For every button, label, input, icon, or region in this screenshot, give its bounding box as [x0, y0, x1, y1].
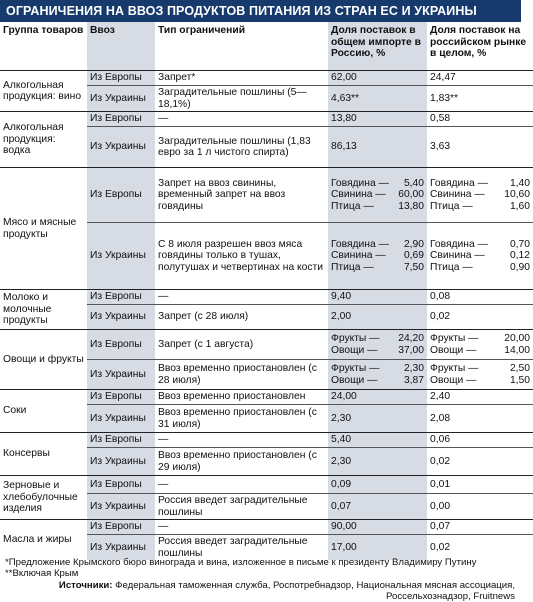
pair-label: Говядина — [430, 238, 488, 250]
pair-label: Фрукты — [331, 363, 380, 374]
share-import-cell: 4,63** [328, 86, 427, 112]
group-name-cell: Соки [0, 390, 87, 433]
share-import-cell: 5,40 [328, 433, 427, 448]
share-market-cell [427, 223, 533, 290]
share-import-cell: 0,09 [328, 476, 427, 494]
share-market-cell: 0,02 [427, 448, 533, 476]
pair-label: Фрукты — [331, 333, 380, 344]
value-pair [331, 201, 424, 213]
value-pair [430, 250, 530, 262]
vvoz-cell: Из Европы [87, 290, 155, 305]
restriction-type-cell: Запрет (с 1 августа) [155, 330, 328, 360]
vvoz-cell: Из Европы [87, 330, 155, 360]
vvoz-cell: Из Украины [87, 223, 155, 290]
pair-label: Говядина — [430, 177, 488, 189]
share-import-cell: 9,40 [328, 290, 427, 305]
share-import-cell: 62,00 [328, 71, 427, 86]
share-market-cell: 0,58 [427, 112, 533, 127]
share-market-cell: 0,01 [427, 476, 533, 494]
restrictions-table [0, 22, 533, 560]
vvoz-cell: Из Европы [87, 168, 155, 223]
pair-value: 1,50 [509, 374, 530, 386]
share-market-cell: 0,06 [427, 433, 533, 448]
value-pair [430, 345, 530, 357]
share-import-cell: 2,30 [328, 448, 427, 476]
share-market-cell: 2,08 [427, 405, 533, 433]
header-share-market: Доля поставок на российском рынке в целом, % [427, 22, 533, 71]
footnote-1: *Предложение Крымского бюро винограда и вина, изложенное в письме к президенту Владимиру Путину [5, 557, 477, 568]
value-pair [331, 239, 424, 251]
share-import-cell: 0,07 [328, 494, 427, 520]
share-import-cell [328, 168, 427, 223]
share-market-cell: 3,63 [427, 127, 533, 168]
table-row [0, 290, 533, 305]
restriction-type-cell: Ввоз временно приостановлен (с 29 июля) [155, 448, 328, 476]
pair-label: Свинина — [331, 189, 386, 201]
sources-text: Федеральная таможенная служба, Роспотребнадзор, Национальная мясная ассоциация, Россельхознадзор, Fruitnews [112, 580, 515, 602]
table-row [0, 433, 533, 448]
header-vvoz: Ввоз [87, 22, 155, 71]
restriction-type-cell: Запрет на ввоз свинины, временный запрет на ввоз говядины [155, 168, 328, 223]
vvoz-cell: Из Украины [87, 127, 155, 168]
vvoz-cell: Из Украины [87, 448, 155, 476]
restriction-type-cell: Запрет (с 28 июля) [155, 305, 328, 330]
value-pair [430, 333, 530, 345]
value-pair [430, 189, 530, 201]
restriction-type-cell: — [155, 520, 328, 535]
share-import-cell: 86,13 [328, 127, 427, 168]
pair-label: Фрукты — [430, 333, 479, 344]
value-pair [331, 375, 424, 387]
share-import-cell: 24,00 [328, 390, 427, 405]
group-name-cell: Мясо и мясные продукты [0, 168, 87, 290]
share-market-cell: 2,40 [427, 390, 533, 405]
header-group: Группа товаров [0, 22, 87, 71]
pair-value: 1,60 [509, 200, 530, 212]
group-name-cell: Масла и жиры [0, 520, 87, 561]
pair-value: 2,90 [403, 238, 424, 250]
pair-value: 0,70 [509, 238, 530, 250]
share-market-cell: 0,07 [427, 520, 533, 535]
pair-label: Свинина — [331, 250, 386, 262]
footnote-2: **Включая Крым [5, 568, 79, 579]
vvoz-cell: Из Европы [87, 71, 155, 86]
share-market-cell [427, 330, 533, 360]
pair-label: Свинина — [430, 189, 485, 201]
share-market-cell: 0,02 [427, 535, 533, 561]
share-import-cell: 17,00 [328, 535, 427, 561]
restriction-type-cell: — [155, 290, 328, 305]
share-import-cell: 2,00 [328, 305, 427, 330]
sources [0, 580, 521, 602]
share-import-cell [328, 360, 427, 390]
header-row [0, 22, 533, 71]
pair-value: 37,00 [398, 344, 424, 356]
pair-label: Птица — [430, 200, 473, 212]
share-import-cell: 13,80 [328, 112, 427, 127]
header-share-import: Доля поставок в общем импорте в Россию, % [328, 22, 427, 71]
value-pair [331, 178, 424, 190]
sources-label: Источники: [58, 580, 113, 591]
vvoz-cell: Из Европы [87, 433, 155, 448]
vvoz-cell: Из Украины [87, 405, 155, 433]
restriction-type-cell: Заградительные пошлины (1,83 евро за 1 л чистого спирта) [155, 127, 328, 168]
table-row [0, 330, 533, 360]
value-pair [430, 375, 530, 387]
vvoz-cell: Из Украины [87, 494, 155, 520]
restriction-type-cell: Россия введет заградительные пошлины [155, 494, 328, 520]
share-market-cell: 1,83** [427, 86, 533, 112]
pair-label: Овощи — [331, 374, 378, 386]
restriction-type-cell: С 8 июля разрешен ввоз мяса говядины только в тушах, полутушах и четвертинах на кости [155, 223, 328, 290]
vvoz-cell: Из Украины [87, 360, 155, 390]
table-header [0, 22, 533, 71]
table-title: ОГРАНИЧЕНИЯ НА ВВОЗ ПРОДУКТОВ ПИТАНИЯ ИЗ СТРАН ЕС И УКРАИНЫ [0, 0, 521, 22]
table-row [0, 476, 533, 494]
table-body [0, 71, 533, 561]
share-market-cell: 0,08 [427, 290, 533, 305]
pair-label: Птица — [331, 200, 374, 212]
pair-label: Фрукты — [430, 363, 479, 374]
pair-value: 0,69 [403, 250, 424, 262]
pair-value: 3,87 [403, 374, 424, 386]
share-market-cell [427, 168, 533, 223]
share-import-cell: 90,00 [328, 520, 427, 535]
restriction-type-cell: Ввоз временно приостановлен (с 31 июля) [155, 405, 328, 433]
pair-value: 10,60 [504, 189, 530, 201]
pair-value: 60,00 [398, 189, 424, 201]
value-pair [430, 363, 530, 375]
group-name-cell: Зерновые и хлебобулочные изделия [0, 476, 87, 520]
pair-label: Овощи — [430, 344, 477, 356]
share-import-cell: 2,30 [328, 405, 427, 433]
restriction-type-cell: — [155, 433, 328, 448]
value-pair [331, 345, 424, 357]
restriction-type-cell: Россия введет заградительные пошлины [155, 535, 328, 561]
pair-value: 13,80 [398, 200, 424, 212]
share-import-cell [328, 330, 427, 360]
pair-value: 20,00 [504, 333, 530, 344]
pair-label: Говядина — [331, 238, 389, 250]
value-pair [430, 239, 530, 251]
restriction-type-cell: Заградительные пошлины (5—18,1%) [155, 86, 328, 112]
value-pair [430, 178, 530, 190]
table-row [0, 168, 533, 223]
pair-label: Птица — [331, 261, 374, 273]
share-market-cell: 0,00 [427, 494, 533, 520]
value-pair [430, 201, 530, 213]
share-market-cell: 24,47 [427, 71, 533, 86]
vvoz-cell: Из Европы [87, 390, 155, 405]
pair-value: 14,00 [504, 344, 530, 356]
restriction-type-cell: Запрет* [155, 71, 328, 86]
share-import-cell [328, 223, 427, 290]
pair-value: 2,50 [509, 363, 530, 374]
table-row [0, 520, 533, 535]
group-name-cell: Молоко и молочные продукты [0, 290, 87, 330]
table-row [0, 390, 533, 405]
pair-label: Овощи — [430, 374, 477, 386]
value-pair [331, 333, 424, 345]
header-type: Тип ограничений [155, 22, 328, 71]
vvoz-cell: Из Европы [87, 476, 155, 494]
pair-label: Птица — [430, 261, 473, 273]
pair-value: 2,30 [403, 363, 424, 374]
table-row [0, 71, 533, 86]
restriction-type-cell: — [155, 112, 328, 127]
vvoz-cell: Из Украины [87, 86, 155, 112]
vvoz-cell: Из Украины [87, 535, 155, 561]
restriction-type-cell: — [155, 476, 328, 494]
footnotes [5, 557, 515, 579]
pair-value: 0,90 [509, 261, 530, 273]
value-pair [331, 250, 424, 262]
pair-value: 0,12 [509, 250, 530, 262]
pair-value: 5,40 [403, 177, 424, 189]
vvoz-cell: Из Европы [87, 520, 155, 535]
restriction-type-cell: Ввоз временно приостановлен (с 28 июля) [155, 360, 328, 390]
restriction-type-cell: Ввоз временно приостановлен [155, 390, 328, 405]
value-pair [430, 262, 530, 274]
value-pair [331, 363, 424, 375]
value-pair [331, 262, 424, 274]
table-row [0, 112, 533, 127]
vvoz-cell: Из Европы [87, 112, 155, 127]
pair-label: Говядина — [331, 177, 389, 189]
group-name-cell: Алкогольная продукция: вино [0, 71, 87, 112]
pair-value: 24,20 [398, 333, 424, 344]
vvoz-cell: Из Украины [87, 305, 155, 330]
share-market-cell [427, 360, 533, 390]
pair-label: Свинина — [430, 250, 485, 262]
group-name-cell: Консервы [0, 433, 87, 476]
pair-value: 7,50 [403, 261, 424, 273]
share-market-cell: 0,02 [427, 305, 533, 330]
group-name-cell: Алкогольная продукция: водка [0, 112, 87, 168]
value-pair [331, 189, 424, 201]
pair-value: 1,40 [509, 177, 530, 189]
pair-label: Овощи — [331, 344, 378, 356]
group-name-cell: Овощи и фрукты [0, 330, 87, 390]
